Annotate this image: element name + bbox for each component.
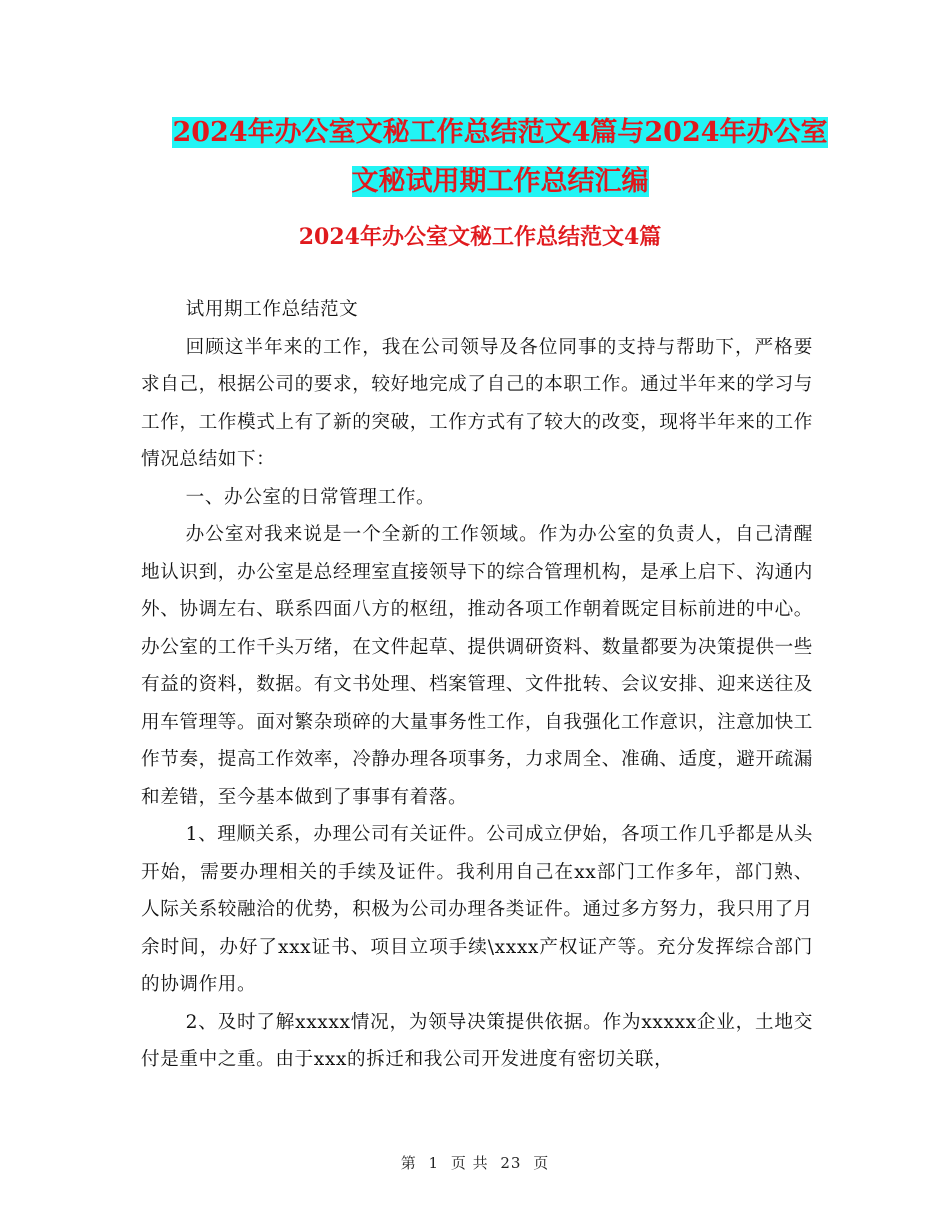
paragraph-heading: 一、办公室的日常管理工作。 xyxy=(185,486,436,508)
document-body xyxy=(141,291,813,1079)
section-title: 2024年办公室文秘工作总结范文4篇 xyxy=(298,224,662,250)
paragraph: 1、理顺关系，办理公司有关证件。公司成立伊始，各项工作几乎都是从头开始，需要办理相关的手续及证件。我利用自己在xx部门工作多年，部门熟、人际关系较融洽的优势，积极为公司办理各类证件。通过多方努力，我只用了月余时间，办好了xxx证书、项目立项手续\xxxx产权证产等。充分发挥综合部门的协调作用。 xyxy=(141,824,813,995)
document-title-line2: 文秘试用期工作总结汇编 xyxy=(351,166,649,197)
document-title xyxy=(130,108,870,206)
footer-label-end: 页 xyxy=(533,1154,550,1172)
paragraph: 2、及时了解xxxxx情况，为领导决策提供依据。作为xxxxx企业，土地交付是重中之重。由于xxx的拆迁和我公司开发进度有密切关联， xyxy=(141,1011,813,1070)
footer-current-page: 1 xyxy=(428,1154,440,1172)
paragraph-heading: 试用期工作总结范文 xyxy=(185,299,359,320)
footer-label-page: 第 xyxy=(400,1154,417,1172)
paragraph: 办公室对我来说是一个全新的工作领域。作为办公室的负责人，自己清醒地认识到，办公室是总经理室直接领导下的综合管理机构，是承上启下、沟通内外、协调左右、联系四面八方的枢纽，推动各项工作朝着既定目标前进的中心。办公室的工作千头万绪，在文件起草、提供调研资料、数量都要为决策提供一些有益的资料，数据。有文书处理、档案管理、文件批转、会议安排、迎来送往及用车管理等。面对繁杂琐碎的大量事务性工作，自我强化工作意识，注意加快工作节奏，提高工作效率，冷静办理各项事务，力求周全、准确、适度，避开疏漏和差错，至今基本做到了事事有着落。 xyxy=(141,524,813,808)
footer-label-of: 页 共 xyxy=(450,1154,489,1172)
document-title-line1: 2024年办公室文秘工作总结范文4篇与2024年办公室 xyxy=(172,117,828,148)
footer-total-pages: 23 xyxy=(500,1154,522,1172)
page-footer xyxy=(0,1152,950,1173)
paragraph: 回顾这半年来的工作，我在公司领导及各位同事的支持与帮助下，严格要求自己，根据公司的要求，较好地完成了自己的本职工作。通过半年来的学习与工作，工作模式上有了新的突破，工作方式有了较大的改变，现将半年来的工作情况总结如下： xyxy=(141,336,813,470)
